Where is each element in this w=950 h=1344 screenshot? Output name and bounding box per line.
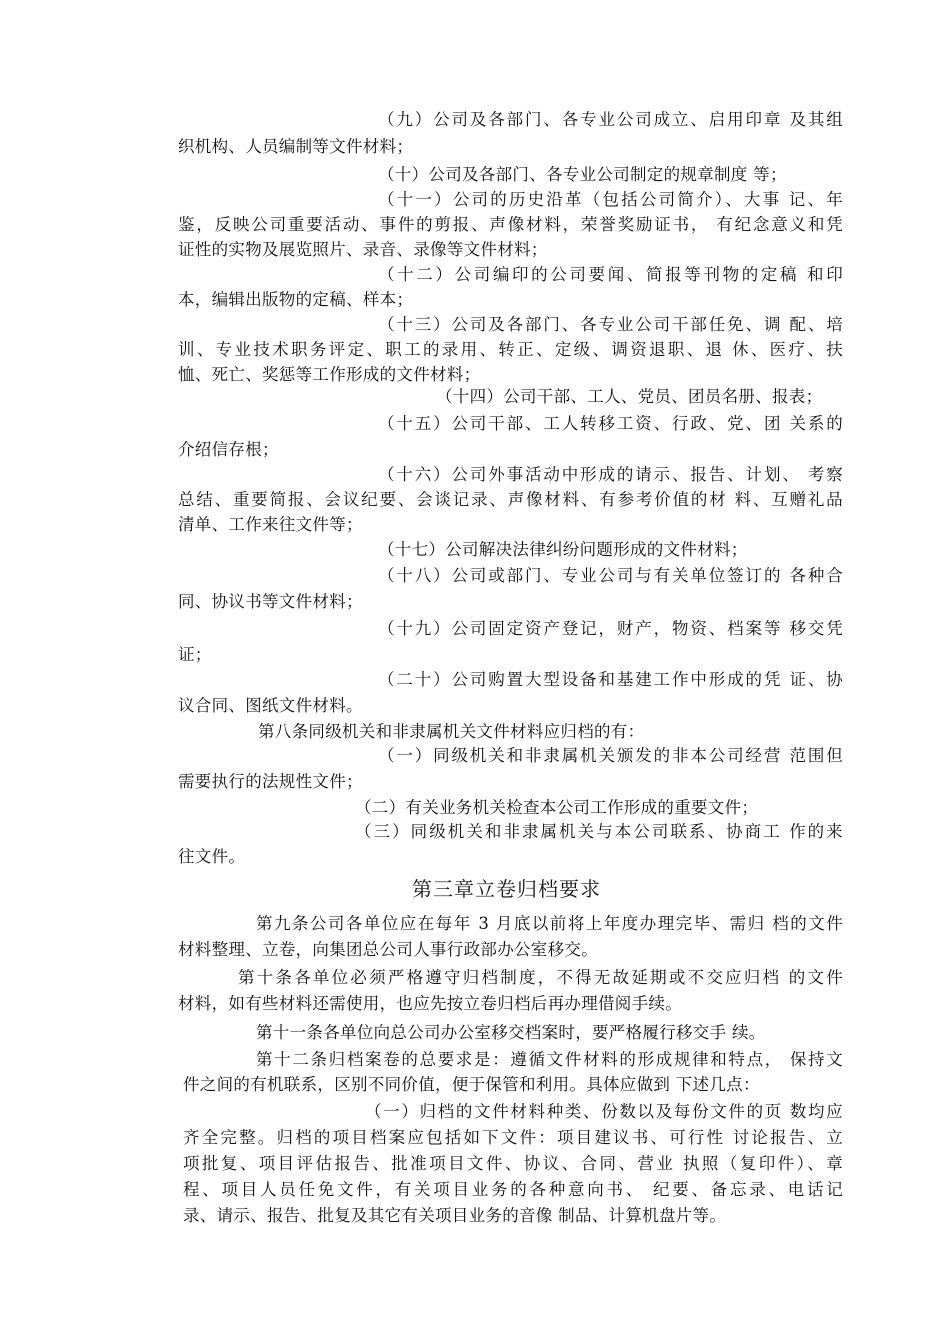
item-12-first: （十二）公司编印的公司要闻、简报等刊物的定稿 和印	[378, 265, 843, 284]
item-14-first: （十四）公司干部、工人、党员、团员名册、报表；	[436, 387, 823, 406]
article-8-item-1-first: （一）同级机关和非隶属机关颁发的非本公司经营 范围但	[378, 746, 843, 765]
article-12-item-1-line-1: （一）归档的文件材料种类、份数以及每份文件的页 数均应	[365, 1102, 843, 1121]
item-13-first: （十三）公司及各部门、各专业公司干部任免、调 配、培	[378, 315, 843, 334]
article-12-line-2: 件之间的有机联系，区别不同价值，便于保管和利用。具体应做到 下述几点：	[183, 1075, 760, 1094]
article-9-line-1: 第九条公司各单位应在每年 3 月底以前将上年度办理完毕、需归 档的文件	[256, 914, 843, 933]
article-8-item-3-first: （三）同级机关和非隶属机关与本公司联系、协商工 作的来	[355, 822, 843, 841]
chapter-3-heading: 第三章立卷归档要求	[412, 877, 601, 901]
item-19-first: （十九）公司固定资产登记，财产，物资、档案等 移交凭	[378, 619, 843, 638]
article-8-item-1-cont: 需要执行的法规性文件；	[178, 772, 363, 791]
item-9-cont: 织机构、人员编制等文件材料；	[178, 137, 414, 156]
item-16-cont-1: 总结、重要简报、会议纪要、会谈记录、声像材料、有参考价值的材 料、互赠礼品	[178, 490, 843, 509]
article-8-item-3-cont: 往文件。	[178, 847, 246, 866]
article-9-line-2: 材料整理、立卷，向集团总公司人事行政部办公室移交。	[178, 940, 598, 959]
article-12-item-1-line-5: 录、请示、报告、批复及其它有关项目业务的音像 制品、计算机盘片等。	[183, 1206, 727, 1225]
item-18-cont: 同、协议书等文件材料；	[178, 592, 363, 611]
item-15-first: （十五）公司干部、工人转移工资、行政、党、团 关系的	[378, 414, 843, 433]
item-10-first: （十）公司及各部门、各专业公司制定的规章制度 等；	[378, 165, 787, 184]
item-18-first: （十八）公司或部门、专业公司与有关单位签订的 各种合	[378, 566, 843, 585]
article-8-item-2-first: （二）有关业务机关检查本公司工作形成的重要文件；	[355, 798, 759, 817]
item-11-cont-1: 鉴，反映公司重要活动、事件的剪报、声像材料，荣誉奖励证书， 有纪念意义和凭	[178, 215, 843, 234]
item-13-cont-2: 恤、死亡、奖惩等工作形成的文件材料；	[178, 365, 481, 384]
article-12-line-1: 第十二条归档案卷的总要求是：遵循文件材料的形成规律和特点， 保持文	[256, 1050, 843, 1069]
item-16-cont-2: 清单、工作来往文件等；	[178, 515, 363, 534]
item-19-cont: 证；	[178, 645, 212, 664]
item-16-first: （十六）公司外事活动中形成的请示、报告、计划、 考察	[378, 465, 843, 484]
article-12-item-1-line-3: 项批复、项目评估报告、批准项目文件、协议、合同、营业 执照（复印件）、章	[183, 1154, 843, 1173]
item-12-cont: 本，编辑出版物的定稿、样本；	[178, 290, 414, 309]
article-11-line-1: 第十一条各单位向总公司办公室移交档案时，要严格履行移交手 续。	[256, 1023, 766, 1042]
item-20-cont: 议合同、图纸文件材料。	[178, 696, 363, 715]
article-10-line-2: 材料，如有些材料还需使用，也应先按立卷归档后再办理借阅手续。	[178, 994, 682, 1013]
article-12-item-1-line-2: 齐全完整。归档的项目档案应包括如下文件：项目建议书、可行性 讨论报告、立	[183, 1128, 843, 1147]
item-15-cont: 介绍信存根；	[178, 440, 279, 459]
item-11-first: （十一）公司的历史沿革（包括公司简介）、大事 记、年	[378, 190, 843, 209]
item-20-first: （二十）公司购置大型设备和基建工作中形成的凭 证、协	[378, 670, 843, 689]
item-17-first: （十七）公司解决法律纠纷问题形成的文件材料；	[378, 540, 748, 559]
item-9-first: （九）公司及各部门、各专业公司成立、启用印章 及其组	[378, 110, 843, 129]
article-8-title: 第八条同级机关和非隶属机关文件材料应归档的有：	[258, 722, 645, 741]
item-11-cont-2: 证性的实物及展览照片、录音、录像等文件材料；	[178, 240, 548, 259]
article-12-item-1-line-4: 程、项目人员任免文件，有关项目业务的各种意向书、 纪要、备忘录、电话记	[183, 1180, 843, 1199]
article-10-line-1: 第十条各单位必须严格遵守归档制度，不得无故延期或不交应归档 的文件	[238, 968, 843, 987]
item-13-cont-1: 训、专业技术职务评定、职工的录用、转正、定级、调资退职、退 休、医疗、扶	[178, 340, 843, 359]
